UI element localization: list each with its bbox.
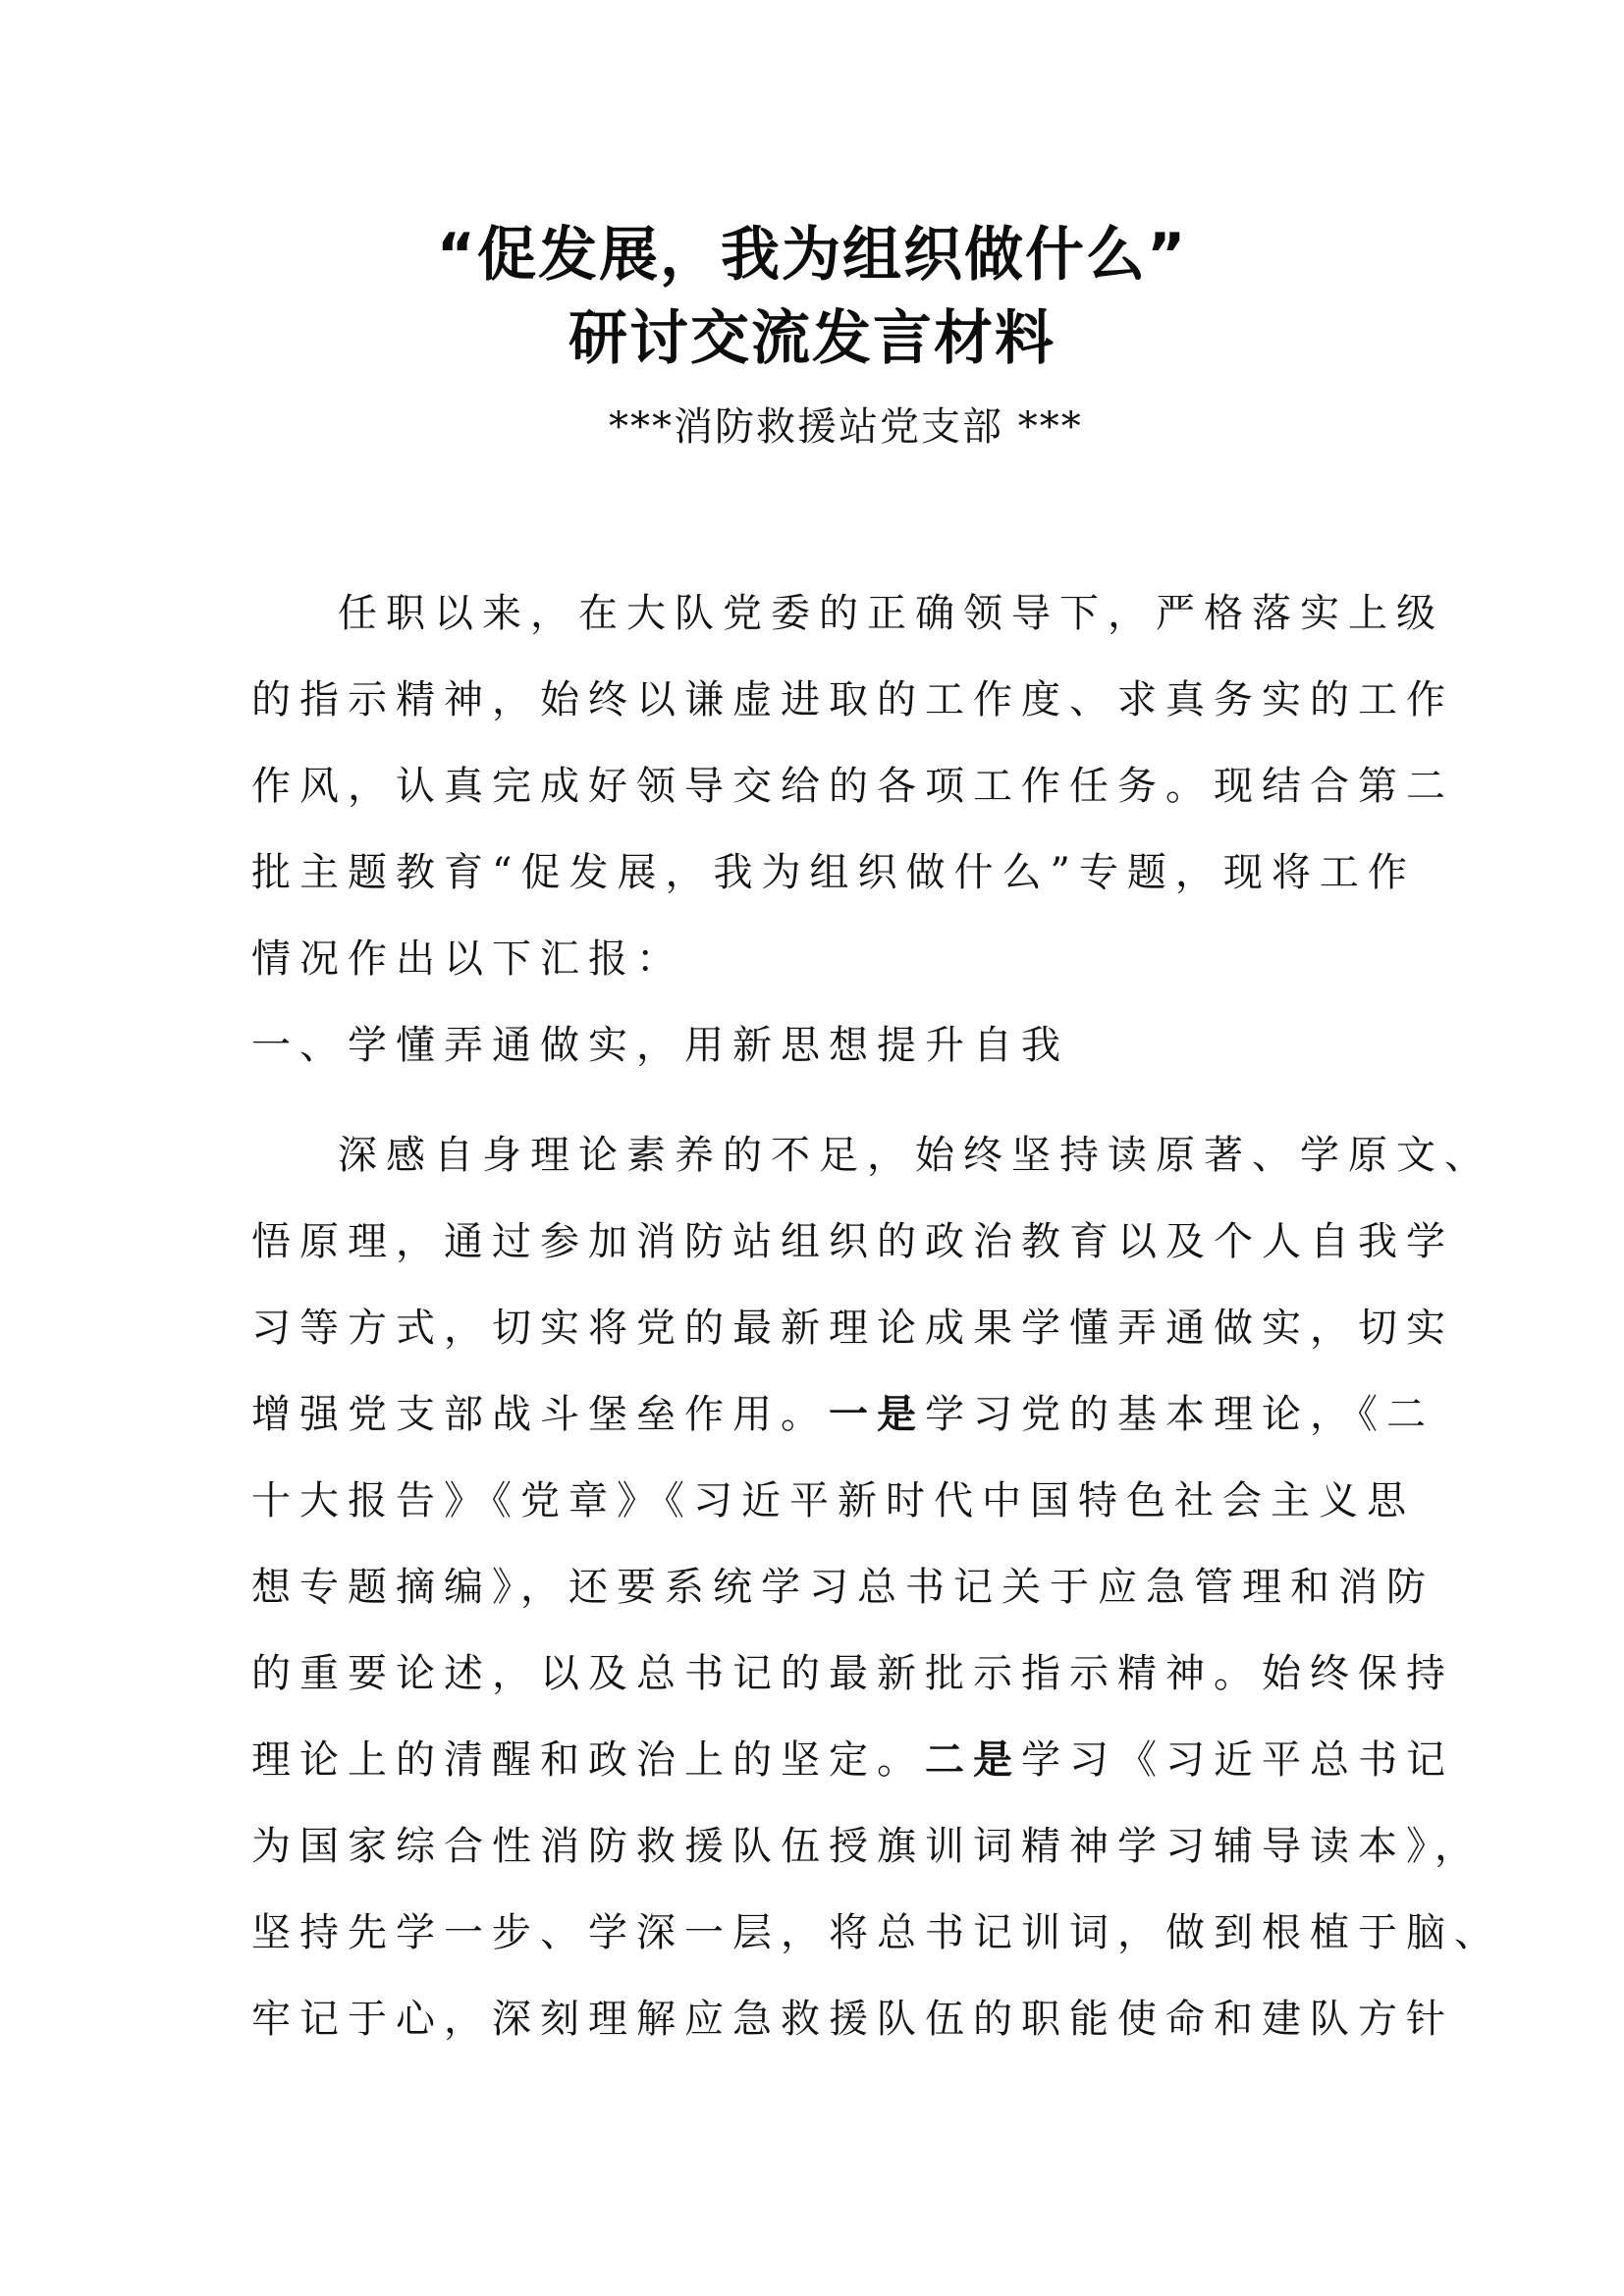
paragraph-1-line: 情况作出以下汇报： <box>251 936 684 982</box>
paragraph-2-line: 想专题摘编》，还要系统学习总书记关于应急管理和消防 <box>251 1565 1435 1610</box>
paragraph-2-text: 学习党的基本理论，《二 <box>925 1392 1435 1437</box>
paragraph-2-line: 十大报告》《党章》《习近平新时代中国特色社会主义思 <box>251 1478 1415 1523</box>
paragraph-2-line: 为国家综合性消防救援队伍授旗训词精神学习辅导读本》， <box>251 1824 1483 1869</box>
paragraph-1-line: 批主题教育“促发展，我为组织做什么”专题，现将工作 <box>251 850 1416 895</box>
emphasis-second: 二是 <box>925 1736 1021 1783</box>
document-author: ***消防救援站党支部 *** <box>609 404 1083 450</box>
paragraph-2-text: 学习《习近平总书记 <box>1021 1737 1454 1783</box>
section-1-heading: 一、学懂弄通做实，用新思想提升自我 <box>251 1023 1069 1068</box>
paragraph-2-line: 深感自身理论素养的不足，始终坚持读原著、学原文、 <box>338 1133 1492 1178</box>
paragraph-1-line: 作风，认真完成好领导交给的各项工作任务。现结合第二 <box>251 764 1454 809</box>
paragraph-2-text: 理论上的清醒和政治上的坚定。 <box>251 1737 925 1783</box>
document-title-line-2: 研讨交流发言材料 <box>568 304 1056 373</box>
paragraph-2-line <box>251 1390 1435 1439</box>
paragraph-2-line: 习等方式，切实将党的最新理论成果学懂弄通做实，切实 <box>251 1306 1454 1351</box>
paragraph-1-line: 的指示精神，始终以谦虚进取的工作度、求真务实的工作 <box>251 677 1454 722</box>
emphasis-first: 一是 <box>829 1391 925 1437</box>
paragraph-2-line <box>251 1735 1454 1785</box>
paragraph-2-line: 悟原理，通过参加消防站组织的政治教育以及个人自我学 <box>251 1219 1454 1264</box>
paragraph-2-line: 的重要论述，以及总书记的最新批示指示精神。始终保持 <box>251 1651 1454 1696</box>
paragraph-2-line: 坚持先学一步、学深一层，将总书记训词，做到根植于脑、 <box>251 1910 1502 1955</box>
paragraph-1-line: 任职以来，在大队党委的正确领导下，严格落实上级 <box>338 591 1444 636</box>
paragraph-2-text: 增强党支部战斗堡垒作用。 <box>251 1392 829 1437</box>
paragraph-2-line: 牢记于心，深刻理解应急救援队伍的职能使命和建队方针 <box>251 1997 1454 2042</box>
document-title-line-1: “促发展，我为组织做什么” <box>436 221 1188 290</box>
